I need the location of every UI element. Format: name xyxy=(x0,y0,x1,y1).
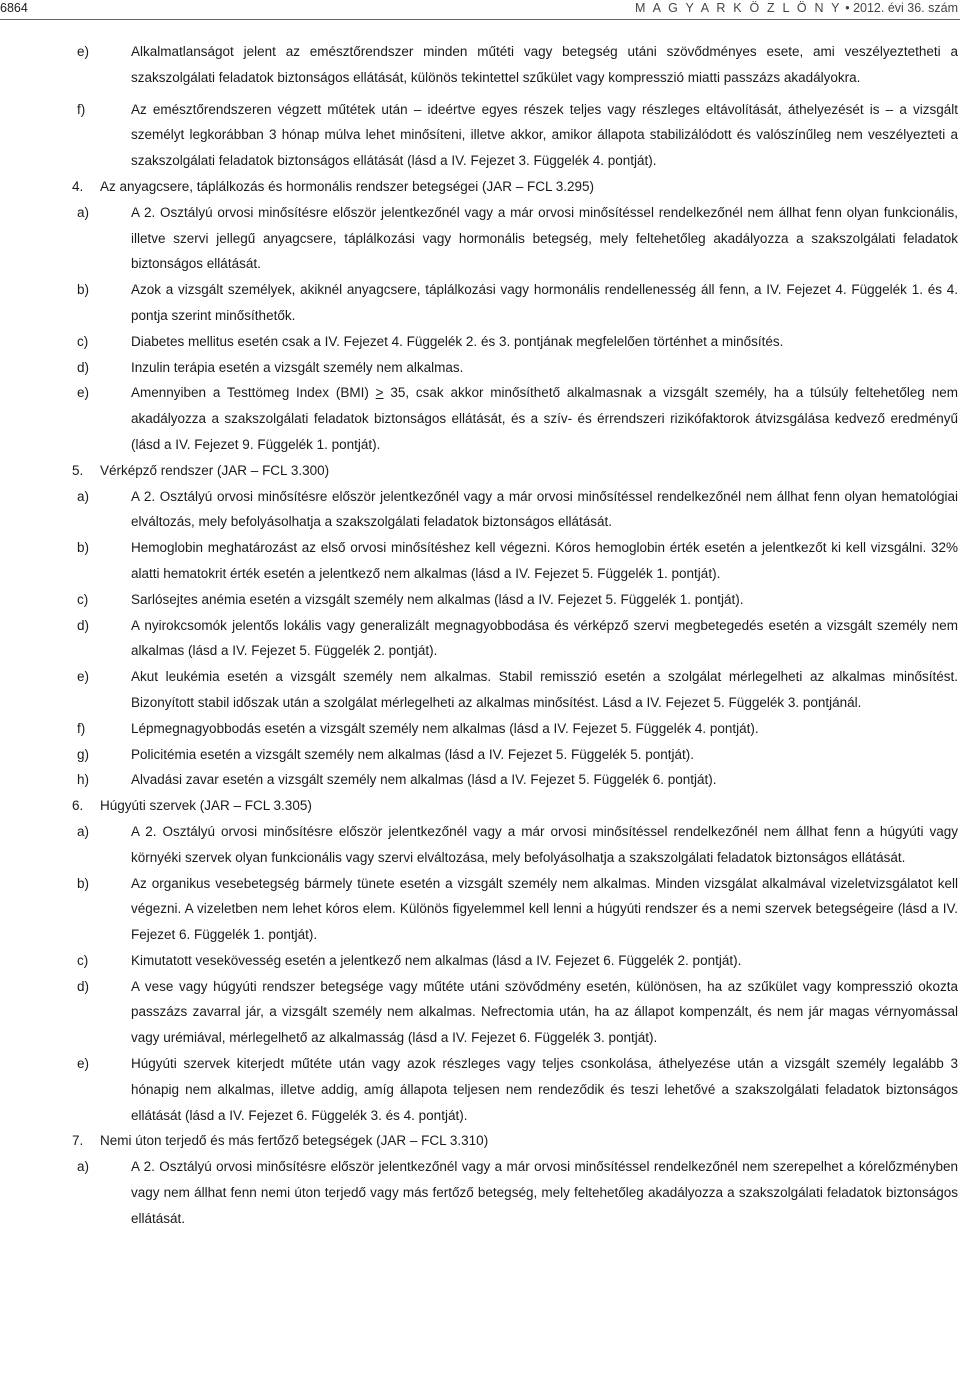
item-label: a) xyxy=(77,488,90,504)
item-text: Sarlósejtes anémia esetén a vizsgált személy nem alkalmas (lásd a IV. Fejezet 5. Függelék 1. pontját). xyxy=(131,591,744,607)
section-title: Nemi úton terjedő és más fertőző betegségek (JAR – FCL 3.310) xyxy=(100,1133,489,1149)
item-label: e) xyxy=(77,1056,90,1072)
list-item xyxy=(70,716,958,742)
list-item xyxy=(70,767,958,793)
item-label: d) xyxy=(77,359,90,375)
item-label: a) xyxy=(77,204,90,220)
section-title: Húgyúti szervek (JAR – FCL 3.305) xyxy=(100,798,312,814)
list-item xyxy=(70,871,958,948)
item-label: e) xyxy=(77,669,90,685)
item-text: Hemoglobin meghatározást az első orvosi minősítéshez kell végezni. Kóros hemoglobin érték esetén a jelentkezőt ki kell vizsgálni. 32% alatti hematokrit érték esetén a jelentkező nem alkalmas (lásd a IV. Fejezet 5. Függelék 1. pontját). xyxy=(131,540,958,581)
item-text-after: 35, csak akkor minősíthető alkalmasnak a vizsgált személy, ha a túlsúly feltehetőleg nem akadályozza a szakszolgálati feladatok biztonságos ellátását, és a szív- és érrendszeri rizikófaktorok átvizsgálása kedvező eredményű (lásd a IV. Fejezet 9. Függelék 1. pontját). xyxy=(131,385,958,452)
item-text: Inzulin terápia esetén a vizsgált személy nem alkalmas. xyxy=(131,359,464,375)
bullet-separator: • xyxy=(845,1,850,15)
item-label: b) xyxy=(77,540,90,556)
list-item xyxy=(70,484,958,536)
item-label: d) xyxy=(77,978,90,994)
section-number: 6. xyxy=(72,798,84,814)
item-text: Az emésztőrendszeren végzett műtétek után – ideértve egyes részek teljes vagy részleges eltávolítását, áthelyezését is – a vizsgált személyt legkorábban 3 hónap múlva lehet minősíteni, illetve akkor, amikor állapota stabilizálódott és valószínűleg nem veszélyezteti a szakszolgálati feladatok biztonságos ellátását (lásd a IV. Fejezet 3. Függelék 4. pontját). xyxy=(131,101,958,169)
item-label: b) xyxy=(77,875,90,891)
section-number: 4. xyxy=(72,178,84,194)
page-number: 6864 xyxy=(0,1,28,15)
item-label: h) xyxy=(77,772,90,788)
item-text: Lépmegnagyobbodás esetén a vizsgált személy nem alkalmas (lásd a IV. Fejezet 5. Függelék 4. pontját). xyxy=(131,720,759,736)
item-text: Az organikus vesebetegség bármely tünete esetén a vizsgált személy nem alkalmas. Minden vizsgálat alkalmával vizeletvizsgálatot kell végezni. A vizeletben nem lehet kóros elem. Különös figyelemmel kell lenni a húgyúti rendszer és a nemi szervek betegségeire (lásd a IV. Fejezet 6. Függelék 1. pontját). xyxy=(131,875,958,943)
list-item xyxy=(70,664,958,716)
issue-label: 2012. évi 36. szám xyxy=(853,1,958,15)
section-heading xyxy=(70,793,958,819)
item-label: a) xyxy=(77,1159,90,1175)
item-label: b) xyxy=(77,282,90,298)
list-item xyxy=(70,1154,958,1231)
journal-name: M A G Y A R K Ö Z L Ö N Y xyxy=(635,1,842,15)
item-text: A 2. Osztályú orvosi minősítésre először jelentkezőnél vagy a már orvosi minősítéssel rendelkezőnél nem szerepelhet a kórelőzményben vagy nem állhat fenn nemi úton terjedő vagy más fertőző betegség, mely feltehetőleg akadályozza a szakszolgálati feladatok biztonságos ellátását. xyxy=(131,1159,958,1226)
item-label: e) xyxy=(77,385,90,401)
list-item xyxy=(70,535,958,587)
item-label: c) xyxy=(77,952,89,968)
section-heading xyxy=(70,1128,958,1154)
list-item xyxy=(70,97,958,174)
header-divider xyxy=(0,19,960,20)
item-text: A vese vagy húgyúti rendszer betegsége vagy műtéte utáni szövődmény esetén, különösen, ha az szűkület vagy kompresszió okozta passzázs zavarral jár, a vizsgált személy nem alkalmas. Nefrectomia után, ha az állapot kompenzált, és nem jár magas vérnyomással vagy urémiával, mérlegelhető az alkalmasság (lásd a IV. Fejezet 6. Függelék 3. pontját). xyxy=(131,978,958,1046)
item-text: Húgyúti szervek kiterjedt műtéte után vagy azok részleges vagy teljes csonkolása, áthelyezése után a vizsgált személy legalább 3 hónapig nem alkalmas, illetve addig, amíg állapota teljesen nem rendeződik és teszi lehetővé a szakszolgálati feladatok biztonságos ellátását (lásd a IV. Fejezet 6. Függelék 3. és 4. pontját). xyxy=(131,1056,958,1123)
item-text: A nyirokcsomók jelentős lokális vagy generalizált megnagyobbodása és vérképző szervi megbetegedés esetén a vizsgált személy nem alkalmas (lásd a IV. Fejezet 5. Függelék 2. pontját). xyxy=(131,617,958,659)
item-text: Diabetes mellitus esetén csak a IV. Fejezet 4. Függelék 2. és 3. pontjának megfelelően történhet a minősítés. xyxy=(131,333,784,349)
item-label: c) xyxy=(77,333,89,349)
list-item xyxy=(70,948,958,974)
item-label: f) xyxy=(77,101,86,117)
item-label: a) xyxy=(77,823,90,839)
item-text: Akut leukémia esetén a vizsgált személy nem alkalmas. Stabil remisszió esetén a szolgálat mérlegelheti az alkalmas minősítést. Bizonyított stabil időszak után a szolgálat mérlegelheti az alkalmas minősítést. Lásd a IV. Fejezet 5. Függelék 3. pontjánál. xyxy=(131,669,958,710)
section-title: Vérképző rendszer (JAR – FCL 3.300) xyxy=(100,462,330,478)
item-text: Alvadási zavar esetén a vizsgált személy nem alkalmas (lásd a IV. Fejezet 5. Függelék 6. pontját). xyxy=(131,772,717,788)
greater-equal-symbol: > xyxy=(375,385,384,401)
document-body xyxy=(70,39,958,1232)
item-text xyxy=(131,380,958,457)
item-text: Azok a vizsgált személyek, akiknél anyagcsere, táplálkozási vagy hormonális rendellenesség áll fenn, a IV. Fejezet 4. Függelék 1. és 4. pontja szerint minősíthetők. xyxy=(131,282,958,323)
item-text: Policitémia esetén a vizsgált személy nem alkalmas (lásd a IV. Fejezet 5. Függelék 5. pontját). xyxy=(131,746,695,762)
item-label: f) xyxy=(77,720,86,736)
section-number: 7. xyxy=(72,1133,84,1149)
item-text: Kimutatott vesekövesség esetén a jelentkező nem alkalmas (lásd a IV. Fejezet 6. Függelék 2. pontját). xyxy=(131,952,742,968)
list-item xyxy=(70,380,958,457)
publication-info xyxy=(635,1,958,15)
item-text: A 2. Osztályú orvosi minősítésre először jelentkezőnél vagy a már orvosi minősítéssel rendelkezőnél nem állhat fenn olyan hematológiai elváltozás, mely befolyásolhatja a szakszolgálati feladatok biztonságos ellátását. xyxy=(131,488,958,530)
section-heading xyxy=(70,458,958,484)
item-label: g) xyxy=(77,746,90,762)
item-label: c) xyxy=(77,591,89,607)
list-item xyxy=(70,277,958,329)
section-heading xyxy=(70,174,958,200)
item-text: A 2. Osztályú orvosi minősítésre először jelentkezőnél vagy a már orvosi minősítéssel rendelkezőnél nem állhat fenn olyan funkcionális, illetve szervi jellegű anyagcsere, táplálkozási vagy hormonális betegség, mely feltehetőleg akadályozza a szakszolgálati feladatok biztonságos ellátását. xyxy=(131,204,958,272)
list-item xyxy=(70,355,958,381)
item-text-before: Amennyiben a Testtömeg Index (BMI) xyxy=(131,385,376,401)
list-item xyxy=(70,329,958,355)
list-item xyxy=(70,1051,958,1128)
list-item xyxy=(70,819,958,871)
item-label: e) xyxy=(77,44,90,59)
page-header xyxy=(0,0,960,18)
section-number: 5. xyxy=(72,462,84,478)
list-item xyxy=(70,587,958,613)
list-item xyxy=(70,200,958,277)
list-item xyxy=(70,39,958,91)
section-title: Az anyagcsere, táplálkozás és hormonális rendszer betegségei (JAR – FCL 3.295) xyxy=(100,178,595,194)
item-label: d) xyxy=(77,617,90,633)
item-text: Alkalmatlanságot jelent az emésztőrendszer minden műtéti vagy betegség utáni szövődményes esete, ami veszélyeztetheti a szakszolgálati feladatok biztonságos ellátását, különös tekintettel szűkület vagy kompresszió miatti passzázs akadályokra. xyxy=(131,44,958,85)
list-item xyxy=(70,742,958,768)
list-item xyxy=(70,613,958,665)
list-item xyxy=(70,974,958,1051)
item-text: A 2. Osztályú orvosi minősítésre először jelentkezőnél vagy a már orvosi minősítéssel rendelkezőnél nem állhat fenn a húgyúti vagy környéki szervek olyan funkcionális vagy szervi elváltozása, mely befolyásolhatja a szakszolgálati feladatok biztonságos ellátását. xyxy=(131,823,958,865)
